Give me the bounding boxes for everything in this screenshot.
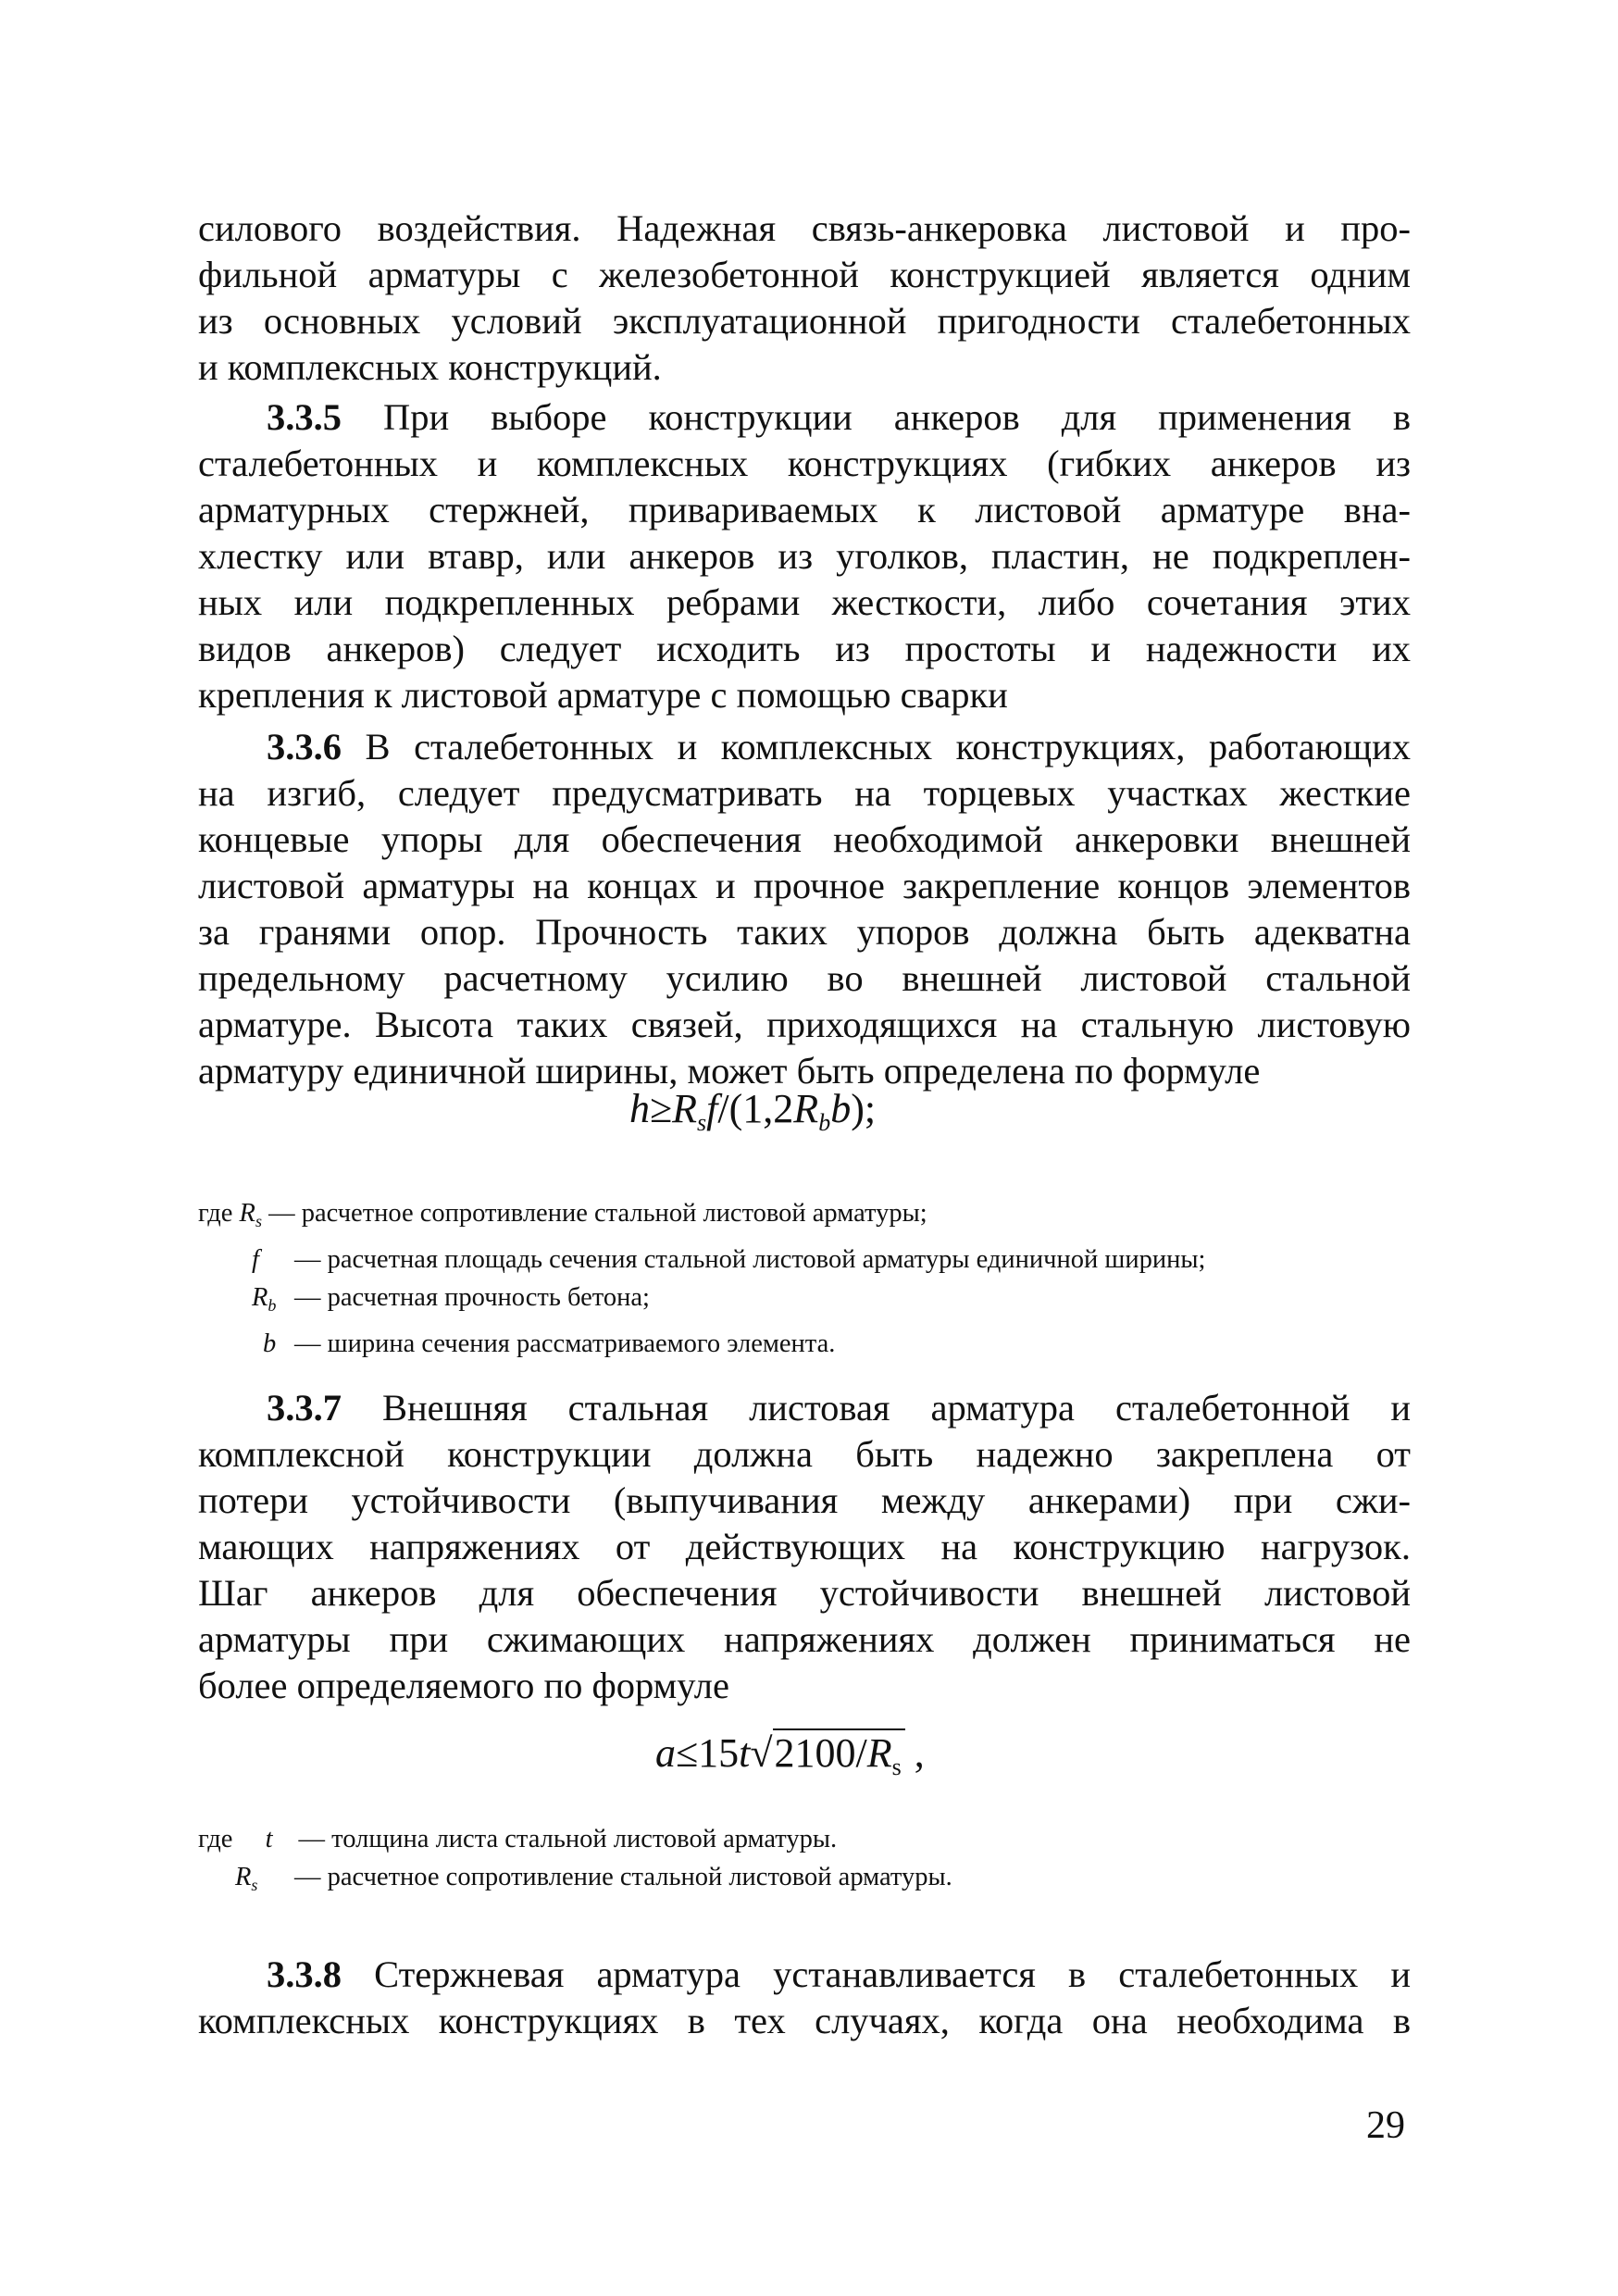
text-fragment: При выборе конструкции анкеров для применения в (382, 396, 1412, 438)
text-line: из основных условий эксплуатационной пригодности сталебетонных (198, 300, 1411, 342)
section-heading-line (198, 724, 1411, 770)
where-lead: где (198, 1199, 233, 1228)
section-3-3-7 (198, 1385, 1411, 1709)
where-item (198, 1325, 1205, 1363)
text-line: на изгиб, следует предусматривать на торцевых участках жесткие (198, 772, 1411, 814)
where-symbol: b (263, 1329, 277, 1358)
radicand: $2100/R_s$ (773, 1728, 905, 1776)
formula-coefficient: 15 (698, 1730, 740, 1776)
where-symbol: $R_b$ (252, 1283, 277, 1315)
text-line: потери устойчивости (выпучивания между анкерами) при сжи- (198, 1479, 1411, 1521)
text-line: комплексной конструкции должна быть надежно закреплена от (198, 1433, 1411, 1475)
where-list-formula-1 (198, 1194, 1205, 1363)
square-root (750, 1729, 904, 1781)
formula-subscript: s (697, 1109, 707, 1136)
text-fragment: Внешняя стальная листовая арматура сталебетонной и (381, 1387, 1412, 1429)
text-line: предельному расчетному усилию во внешней листовой стальной (198, 957, 1411, 999)
where-symbol: t (265, 1825, 273, 1853)
text-fragment: Стержневая арматура устанавливается в сталебетонных и (374, 1953, 1412, 1995)
formula-symbol: R (672, 1086, 698, 1131)
text-line: видов анкеров) следует исходить из простоты и надежности их (198, 628, 1411, 669)
where-definition: — расчетное сопротивление стальной листовой арматуры; (268, 1199, 927, 1228)
where-definition: — расчетная прочность бетона; (294, 1283, 650, 1312)
formula-anchor-height (629, 1085, 876, 1137)
section-3-3-6 (198, 724, 1411, 1094)
section-number: 3.3.6 (267, 726, 342, 767)
text-line: более определяемого по формуле (198, 1665, 729, 1706)
section-number: 3.3.8 (267, 1953, 342, 1995)
where-symbol: $R_s$ (235, 1863, 258, 1894)
radical-sign: √ (750, 1730, 773, 1776)
text-line: силового воздействия. Надежная связь-анкеровка листовой и про- (198, 207, 1411, 249)
text-line: листовой арматуры на концах и прочное закрепление концов элементов (198, 865, 1411, 906)
page-number: 29 (1366, 2104, 1405, 2147)
text-line: ных или подкрепленных ребрами жесткости, либо сочетания этих (198, 581, 1411, 623)
text-line: хлестку или втавр, или анкеров из уголков, пластин, не подкреплен- (198, 535, 1411, 577)
formula-anchor-spacing (655, 1729, 925, 1781)
where-definition: — ширина сечения рассматриваемого элемента. (294, 1329, 836, 1358)
text-line: за гранями опор. Прочность таких упоров должна быть адекватна (198, 911, 1411, 953)
where-item (198, 1279, 1205, 1325)
text-line: арматуру единичной ширины, может быть определена по формуле (198, 1050, 1261, 1092)
section-3-3-5 (198, 394, 1411, 718)
text-line: арматуре. Высота таких связей, приходящихся на стальную листовую (198, 1004, 1411, 1045)
text-line: фильной арматуры с железобетонной конструкцией является одним (198, 254, 1411, 295)
formula-symbol: f (706, 1086, 718, 1131)
formula-symbol: a (655, 1730, 676, 1776)
formula-relation: ≥ (650, 1086, 673, 1131)
text-line: и комплексных конструкций. (198, 346, 662, 388)
formula-symbol: b (830, 1086, 852, 1131)
text-line: арматурных стержней, привариваемых к листовой арматуре вна- (198, 489, 1411, 530)
where-symbol: f (252, 1245, 259, 1274)
section-number: 3.3.7 (267, 1387, 342, 1429)
text-line: сталебетонных и комплексных конструкциях (гибких анкеров из (198, 443, 1411, 484)
formula-text: /(1,2 (717, 1086, 794, 1131)
formula-symbol: R (793, 1086, 819, 1131)
section-heading-line (198, 1385, 1411, 1431)
section-number: 3.3.5 (267, 396, 342, 438)
paragraph-continuation (198, 206, 1411, 391)
where-item (198, 1194, 1205, 1241)
formula-subscript: b (818, 1109, 831, 1136)
where-list-formula-2 (198, 1820, 952, 1904)
section-3-3-8 (198, 1952, 1411, 2044)
text-line: Шаг анкеров для обеспечения устойчивости внешней листовой (198, 1572, 1411, 1614)
formula-relation: ≤ (676, 1730, 699, 1776)
text-line: арматуры при сжимающих напряжениях должен приниматься не (198, 1618, 1411, 1660)
section-heading-line (198, 394, 1411, 441)
section-heading-line (198, 1952, 1411, 1998)
formula-symbol: t (739, 1730, 751, 1776)
where-item (198, 1858, 952, 1904)
text-line: комплексных конструкциях в тех случаях, когда она необходима в (198, 2000, 1411, 2041)
where-definition: — расчетное сопротивление стальной листовой арматуры. (294, 1863, 952, 1891)
formula-text: , (914, 1730, 925, 1776)
text-line: крепления к листовой арматуре с помощью сварки (198, 674, 1008, 716)
text-line: мающих напряжениях от действующих на конструкцию нагрузок. (198, 1526, 1411, 1567)
formula-text: ); (851, 1086, 877, 1131)
text-fragment: В сталебетонных и комплексных конструкциях, работающих (365, 726, 1411, 767)
where-definition: — расчетная площадь сечения стальной листовой арматуры единичной ширины; (294, 1245, 1206, 1274)
where-definition: — толщина листа стальной листовой арматуры. (298, 1825, 838, 1853)
text-line: концевые упоры для обеспечения необходимой анкеровки внешней (198, 818, 1411, 860)
where-symbol: $R_s$ (239, 1199, 262, 1230)
where-lead: где (198, 1825, 233, 1853)
where-item (198, 1241, 1205, 1279)
formula-symbol: h (629, 1086, 650, 1131)
where-item (198, 1820, 952, 1858)
